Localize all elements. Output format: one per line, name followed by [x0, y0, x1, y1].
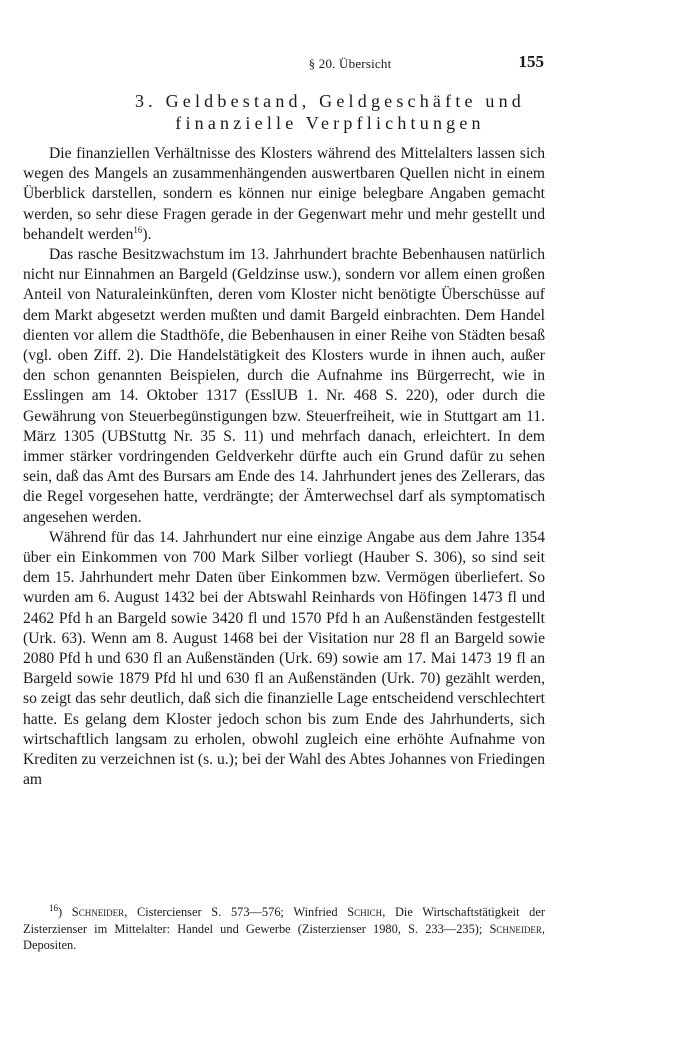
running-title: § 20. Übersicht	[308, 56, 392, 71]
footnote-16	[23, 904, 545, 954]
footnote-author: Schneider	[489, 921, 542, 936]
footnote-text: , Depositen.	[23, 921, 545, 952]
section-heading-line1: 3. Geldbestand, Geldgeschäfte und	[134, 91, 526, 111]
paragraph-2: Das rasche Besitzwachstum im 13. Jahrhundert brachte Bebenhausen natürlich nicht nur Einnahmen an Bargeld (Geldzinse usw.), sondern vor allem einen großen Anteil von Naturaleinkünften, deren vom Kloster nicht benötigte Überschüsse auf dem Markt abgesetzt werden mußten und damit Bargeld einbrachten. Dem Handel dienten vor allem die Stadthöfe, die Bebenhausen in einer Reihe von Städten besaß (vgl. oben Ziff. 2). Die Handelstätigkeit des Klosters wurde in ihnen auch, außer den schon genannten Beispielen, durch die Aufnahme ins Bürgerrecht, wie in Esslingen am 14. Oktober 1317 (EsslUB 1. Nr. 468 S. 220), oder durch die Gewährung von Steuerbegünstigungen bzw. Steuerfreiheit, wie in Stuttgart am 11. März 1305 (UBStuttg Nr. 35 S. 11) und mehrfach danach, erleichtert. In dem immer stärker vordringenden Geldverkehr dürfte auch ein Grund dafür zu sehen sein, daß das Amt des Bursars am Ende des 14. Jahrhundert jenes des Zellerars, das die Regel vorgesehen hatte, verdrängte; der Ämterwechsel darf als symptomatisch angesehen werden.	[23, 246, 545, 526]
section-heading	[60, 90, 600, 134]
footnote-author: Schneider	[71, 905, 125, 919]
footnote-text: , Cistercienser S. 573—576; Winfried	[124, 905, 348, 919]
body-text	[23, 144, 545, 791]
paragraph-1	[23, 144, 545, 245]
footnote-marker: 16	[49, 902, 58, 913]
paragraph-1-end: ).	[142, 225, 152, 243]
footnote-reference: 16	[133, 224, 143, 235]
page-number: 155	[518, 52, 544, 71]
footnote-text: , Die Wirtschaftstätigkeit der Zisterzienser im Mittelalter: Handel und Gewerbe (Zisterzienser 1980, S. 233—235);	[23, 905, 545, 936]
paragraph-3: Während für das 14. Jahrhundert nur eine einzige Angabe aus dem Jahre 1354 über ein Einkommen von 700 Mark Silber vorliegt (Hauber S. 306), so sind seit dem 15. Jahrhundert mehr Daten über Einkommen bzw. Vermögen überliefert. So wurden am 6. August 1432 bei der Abtswahl Reinhards von Höfingen 1473 fl und 2462 Pfd h an Bargeld sowie 3420 fl und 1570 Pfd h an Außenständen festgestellt (Urk. 63). Wenn am 8. August 1468 bei der Visitation nur 28 fl an Bargeld sowie 2080 Pfd h und 630 fl an Außenständen (Urk. 69) sowie am 17. Mai 1473 19 fl an Bargeld sowie 1879 Pfd hl und 630 fl an Außenständen (Urk. 70) gezählt werden, so zeigt das sehr deutlich, daß sich die finanzielle Lage entscheidend verschlechtert hatte. Es gelang dem Kloster jedoch schon bis zum Ende des Jahrhunderts, sich wirtschaftlich langsam zu erholen, obwohl zugleich eine erhöhte Aufnahme von Krediten zu verzeichnen ist (s. u.); bei der Wahl des Abtes Johannes von Friedingen am	[23, 528, 546, 789]
section-heading-line2: finanzielle Verpflichtungen	[175, 113, 485, 133]
footnote-author: Schich	[347, 905, 383, 919]
running-head	[0, 52, 700, 76]
footnote-text: )	[58, 905, 72, 919]
paragraph-1-text: Die finanziellen Verhältnisse des Klosters während des Mittelalters lassen sich wegen des Mangels an zusammenhängenden auswertbaren Quellen nicht in einem Überblick darstellen, sondern es können nur einige belegbare Angaben gemacht werden, so sehr diese Fragen gerade in der Gegenwart mehr und mehr gestellt und behandelt werden	[23, 145, 545, 243]
